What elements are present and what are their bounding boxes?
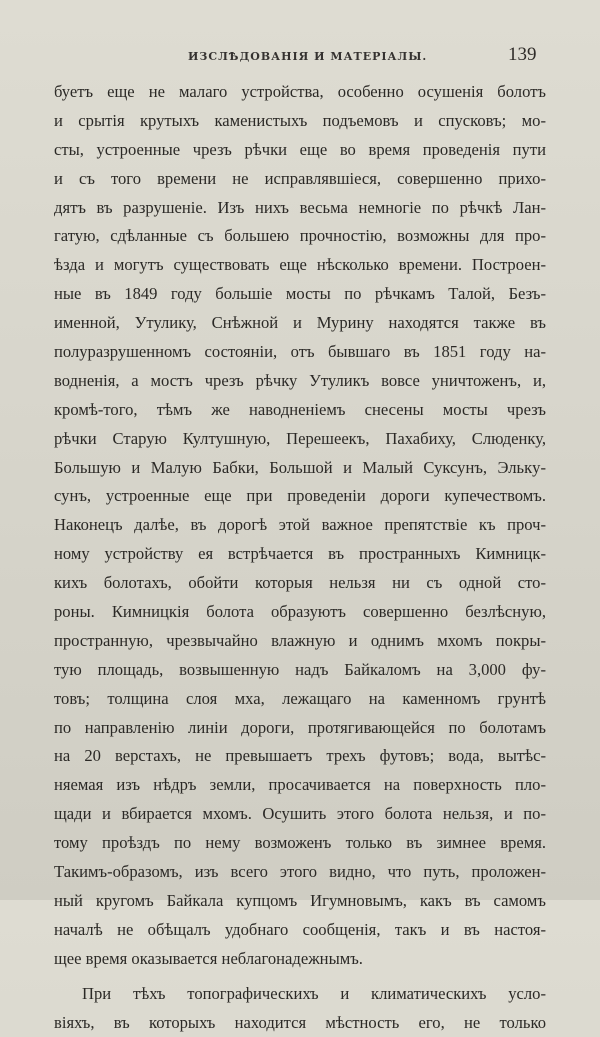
paragraph-1 <box>54 78 546 974</box>
page-number: 139 <box>508 44 537 66</box>
text-line: Большую и Малую Бабки, Большой и Малый Суксунъ, Элькy- <box>54 454 546 483</box>
text-line: ные въ 1849 году большіе мосты по рѣчкамъ Талой, Безъ- <box>54 280 546 309</box>
text-line: рѣчки Старую Култушную, Перешеекъ, Пахабиху, Слюденку, <box>54 425 546 454</box>
text-line: сунъ, устроенные еще при проведеніи дороги купечествомъ. <box>54 482 546 511</box>
text-line: товъ; толщина слоя мха, лежащаго на каменномъ грунтѣ <box>54 685 546 714</box>
text-line: При тѣхъ топографическихъ и климатическихъ усло- <box>54 980 546 1009</box>
text-line: няемая изъ нѣдръ земли, просачивается на поверхность пло- <box>54 771 546 800</box>
body-text <box>54 78 546 1037</box>
text-line: віяхъ, въ которыхъ находится мѣстность его, не только <box>54 1009 546 1037</box>
page-header <box>0 44 600 70</box>
text-line: полуразрушенномъ состояніи, отъ бывшаго въ 1851 году на- <box>54 338 546 367</box>
text-line: по направленію линіи дороги, протягивающейся по болотамъ <box>54 714 546 743</box>
paragraph-2 <box>54 980 546 1037</box>
text-line: ный кругомъ Байкала купцомъ Игумновымъ, какъ въ самомъ <box>54 887 546 916</box>
text-line: сты, устроенные чрезъ рѣчки еще во время проведенія пути <box>54 136 546 165</box>
text-line: гатую, сдѣланные съ большею прочностію, возможны для про- <box>54 222 546 251</box>
text-line: на 20 верстахъ, не превышаетъ трехъ футовъ; вода, вытѣс- <box>54 742 546 771</box>
text-line: пространную, чрезвычайно влажную и однимъ мхомъ покры- <box>54 627 546 656</box>
text-line: кихъ болотахъ, обойти которыя нельзя ни съ одной сто- <box>54 569 546 598</box>
text-line: тую площадь, возвышенную надъ Байкаломъ на 3,000 фу- <box>54 656 546 685</box>
text-line: водненія, а мостъ чрезъ рѣчку Утуликъ вовсе уничтоженъ, и, <box>54 367 546 396</box>
text-line: ному устройству ея встрѣчается въ пространныхъ Кимницк- <box>54 540 546 569</box>
text-line: щее время оказывается неблагонадежнымъ. <box>54 945 546 974</box>
text-line: щади и вбирается мхомъ. Осушить этого болота нельзя, и по- <box>54 800 546 829</box>
text-line: дятъ въ разрушеніе. Изъ нихъ весьма немногіе по рѣчкѣ Лан- <box>54 194 546 223</box>
text-line: ѣзда и могутъ существовать еще нѣсколько времени. Построен- <box>54 251 546 280</box>
text-line: кромѣ-того, тѣмъ же наводненіемъ снесены мосты чрезъ <box>54 396 546 425</box>
text-line: буетъ еще не малаго устройства, особенно осушенія болотъ <box>54 78 546 107</box>
text-line: и съ того времени не исправлявшіеся, совершенно прихо- <box>54 165 546 194</box>
text-line: именной, Утулику, Снѣжной и Мурину находятся также въ <box>54 309 546 338</box>
text-line: началѣ не обѣщалъ удобнаго сообщенія, такъ и въ настоя- <box>54 916 546 945</box>
running-head: ИЗСЛѢДОВАНІЯ И МАТЕРІАЛЫ. <box>188 50 427 63</box>
text-line: тому проѣздъ по нему возможенъ только въ зимнее время. <box>54 829 546 858</box>
text-line: и срытія крутыхъ каменистыхъ подъемовъ и спусковъ; мо- <box>54 107 546 136</box>
text-line: Наконецъ далѣе, въ дорогѣ этой важное препятствіе къ проч- <box>54 511 546 540</box>
text-line: роны. Кимницкія болота образуютъ совершенно безлѣсную, <box>54 598 546 627</box>
text-line: Такимъ-образомъ, изъ всего этого видно, что путь, проложен- <box>54 858 546 887</box>
